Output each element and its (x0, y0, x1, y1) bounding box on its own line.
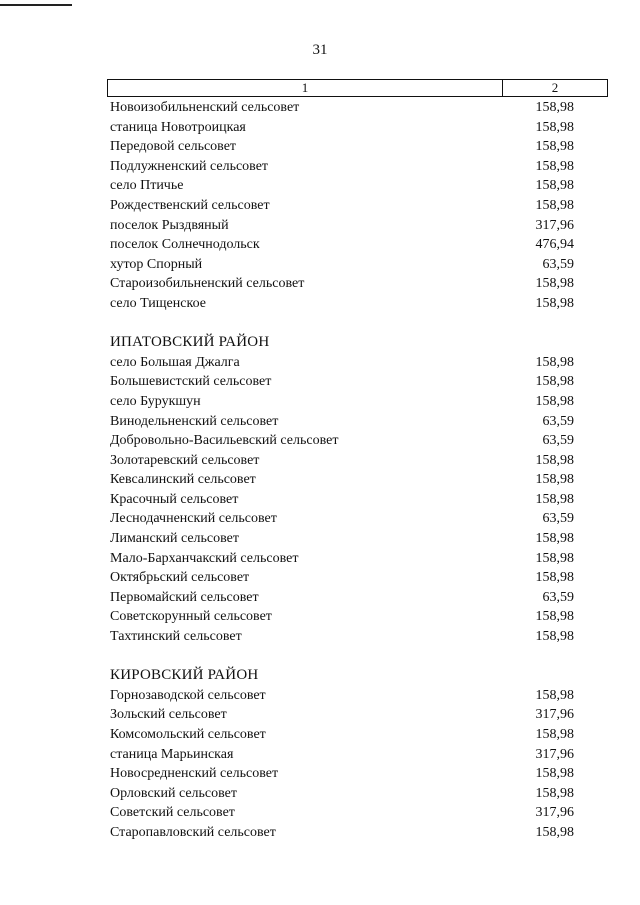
settlement-value: 158,98 (535, 785, 574, 801)
settlement-name: Мало-Барханчакский сельсовет (110, 550, 299, 566)
settlement-name: Новосредненский сельсовет (110, 766, 279, 782)
table-row (107, 235, 608, 255)
table-body (107, 98, 608, 843)
settlement-name: поселок Рыздвяный (110, 217, 229, 233)
table-row (107, 529, 608, 549)
settlement-name: Тахтинский сельсовет (110, 629, 242, 645)
settlement-value: 158,98 (535, 609, 574, 625)
column-header-2: 2 (551, 80, 559, 95)
table-row (107, 823, 608, 843)
table-row (107, 137, 608, 157)
settlement-value: 158,98 (535, 393, 574, 409)
settlement-value: 476,94 (535, 237, 574, 253)
table-row (107, 98, 608, 118)
settlement-name: станица Марьинская (110, 746, 234, 762)
settlement-name: Горнозаводской сельсовет (110, 687, 266, 703)
settlement-name: Добровольно-Васильевский сельсовет (110, 433, 339, 449)
settlement-value: 63,59 (542, 433, 574, 449)
settlement-value: 317,96 (535, 746, 574, 762)
settlement-value: 317,96 (535, 707, 574, 723)
table-header (107, 79, 608, 97)
table-row (107, 118, 608, 138)
settlement-name: Передовой сельсовет (110, 139, 237, 155)
settlement-value: 158,98 (535, 100, 574, 115)
table-row (107, 392, 608, 412)
table-row (107, 549, 608, 569)
settlement-name: Рождественский сельсовет (110, 197, 270, 213)
settlement-value: 158,98 (535, 727, 574, 742)
table-row (107, 451, 608, 471)
settlement-name: Советский сельсовет (110, 805, 235, 821)
settlement-value: 158,98 (535, 178, 574, 194)
settlement-name: хутор Спорный (110, 256, 203, 272)
settlement-value: 317,96 (535, 217, 574, 233)
settlement-name: Орловский сельсовет (110, 785, 237, 801)
district-heading (107, 666, 608, 686)
table-row (107, 431, 608, 451)
settlement-name: Старопавловский сельсовет (110, 824, 276, 840)
section-spacer (107, 647, 608, 667)
table-row (107, 372, 608, 392)
settlement-name: Староизобильненский сельсовет (110, 276, 305, 292)
table-row (107, 764, 608, 784)
settlement-value: 63,59 (542, 589, 574, 605)
table-row (107, 803, 608, 823)
table-row (107, 216, 608, 236)
settlement-name: село Птичье (110, 178, 184, 194)
settlement-name: Новоизобильненский сельсовет (110, 100, 300, 115)
table-row (107, 509, 608, 529)
settlement-name: Лиманский сельсовет (110, 531, 240, 547)
settlement-name: Октябрьский сельсовет (110, 570, 250, 586)
settlement-value: 63,59 (542, 256, 574, 272)
settlement-name: село Бурукшун (110, 393, 201, 409)
settlement-value: 158,98 (535, 295, 574, 311)
settlement-name: село Тищенское (110, 295, 206, 311)
settlement-name: Подлужненский сельсовет (110, 158, 269, 174)
settlement-value: 158,98 (535, 354, 574, 370)
page-number: 31 (312, 42, 328, 58)
settlement-name: станица Новотроицкая (110, 119, 246, 135)
table-row (107, 607, 608, 627)
settlement-value: 158,98 (535, 824, 574, 840)
settlement-value: 158,98 (535, 550, 574, 566)
settlement-value: 158,98 (535, 158, 574, 174)
table-row (107, 686, 608, 706)
settlement-name: Леснодачненский сельсовет (110, 511, 277, 527)
settlement-value: 158,98 (535, 374, 574, 390)
table-row (107, 176, 608, 196)
settlement-value: 158,98 (535, 766, 574, 782)
settlement-value: 158,98 (535, 452, 574, 468)
settlement-value: 158,98 (535, 197, 574, 213)
settlement-value: 158,98 (535, 119, 574, 135)
settlement-name: Золотаревский сельсовет (110, 452, 260, 468)
table-row (107, 196, 608, 216)
settlement-value: 158,98 (535, 472, 574, 488)
table-row (107, 294, 608, 314)
settlement-name: Красочный сельсовет (110, 491, 239, 507)
table-row (107, 588, 608, 608)
settlement-value: 158,98 (535, 276, 574, 292)
settlement-name: Зольский сельсовет (110, 707, 227, 723)
settlement-value: 158,98 (535, 629, 574, 645)
settlement-name: Большевистский сельсовет (110, 374, 272, 390)
district-heading-text: КИРОВСКИЙ РАЙОН (110, 667, 259, 684)
settlement-value: 63,59 (542, 413, 574, 429)
table-row (107, 725, 608, 745)
settlement-value: 158,98 (535, 687, 574, 703)
settlement-value: 63,59 (542, 511, 574, 527)
table-row (107, 784, 608, 804)
settlement-name: Винодельненский сельсовет (110, 413, 279, 429)
settlement-value: 158,98 (535, 531, 574, 547)
district-heading-text: ИПАТОВСКИЙ РАЙОН (110, 334, 270, 351)
table-row (107, 274, 608, 294)
table-row (107, 470, 608, 490)
settlement-value: 158,98 (535, 139, 574, 155)
settlement-value: 158,98 (535, 491, 574, 507)
table-row (107, 705, 608, 725)
table-row (107, 490, 608, 510)
table-row (107, 627, 608, 647)
district-heading (107, 333, 608, 353)
corner-rule (0, 0, 72, 6)
settlement-name: поселок Солнечнодольск (110, 237, 260, 253)
table-row (107, 255, 608, 275)
table-row (107, 568, 608, 588)
section-spacer (107, 314, 608, 334)
settlement-value: 158,98 (535, 570, 574, 586)
settlement-name: Кевсалинский сельсовет (110, 472, 256, 488)
table-row (107, 157, 608, 177)
column-header-1: 1 (108, 80, 503, 96)
settlement-value: 317,96 (535, 805, 574, 821)
table-row (107, 412, 608, 432)
settlement-name: село Большая Джалга (110, 354, 240, 370)
settlement-name: Первомайский сельсовет (110, 589, 259, 605)
table-row (107, 745, 608, 765)
settlement-name: Комсомольский сельсовет (110, 727, 266, 742)
settlement-name: Советскорунный сельсовет (110, 609, 272, 625)
table-row (107, 353, 608, 373)
